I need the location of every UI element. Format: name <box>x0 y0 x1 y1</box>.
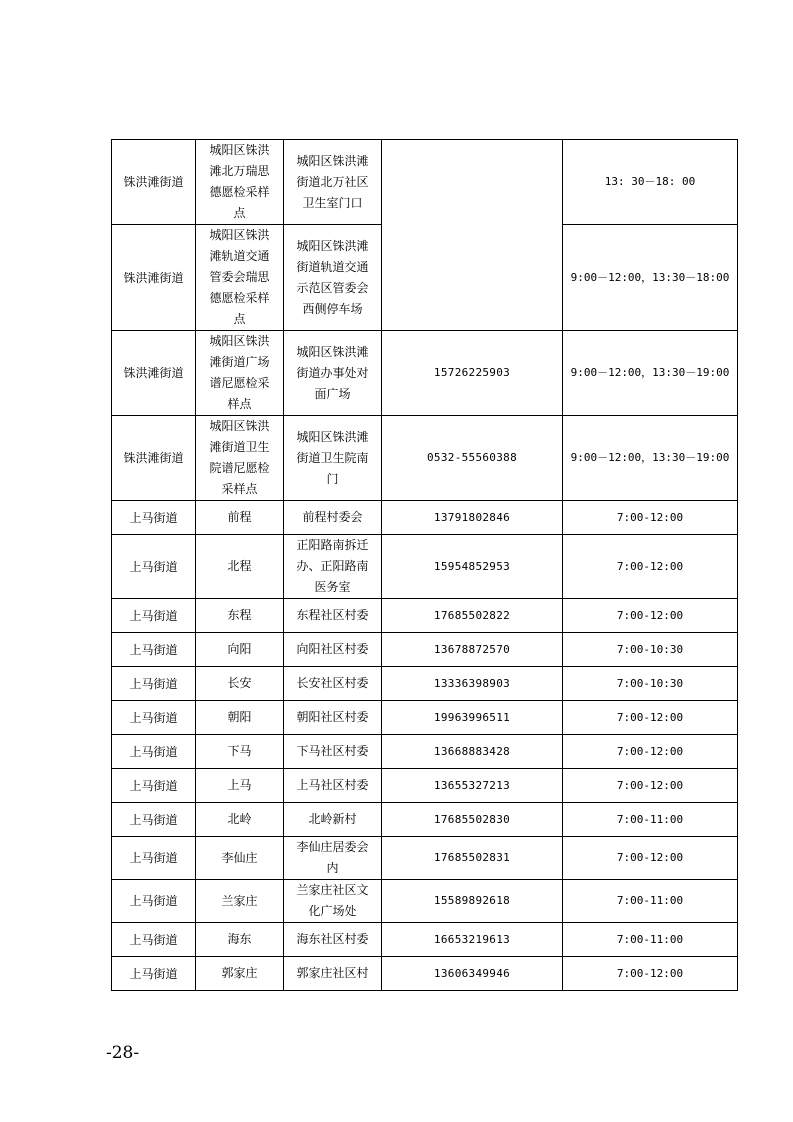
address-cell: 城阳区铢洪滩街道轨道交通示范区管委会西侧停车场 <box>284 225 382 331</box>
street-cell: 铢洪滩街道 <box>112 416 196 501</box>
address-cell: 上马社区村委 <box>284 769 382 803</box>
phone-cell: 17685502822 <box>382 599 563 633</box>
address-cell: 海东社区村委 <box>284 923 382 957</box>
table-row <box>112 923 738 957</box>
phone-cell: 13606349946 <box>382 957 563 991</box>
phone-cell: 15954852953 <box>382 535 563 599</box>
street-cell: 铢洪滩街道 <box>112 225 196 331</box>
table-row <box>112 701 738 735</box>
street-cell: 上马街道 <box>112 769 196 803</box>
street-cell: 上马街道 <box>112 667 196 701</box>
hours-cell: 7:00-11:00 <box>563 803 738 837</box>
site-cell: 朝阳 <box>196 701 284 735</box>
hours-cell: 9:00－12:00，13:30－18:00 <box>563 225 738 331</box>
site-cell: 城阳区铢洪滩北万瑞思德愿检采样点 <box>196 140 284 225</box>
hours-cell: 7:00-12:00 <box>563 701 738 735</box>
street-cell: 上马街道 <box>112 633 196 667</box>
table-row <box>112 501 738 535</box>
address-cell: 朝阳社区村委 <box>284 701 382 735</box>
street-cell: 上马街道 <box>112 803 196 837</box>
hours-cell: 9:00－12:00，13:30－19:00 <box>563 416 738 501</box>
hours-cell: 7:00-12:00 <box>563 837 738 880</box>
address-cell: 城阳区铢洪滩街道办事处对面广场 <box>284 331 382 416</box>
hours-cell: 7:00-10:30 <box>563 633 738 667</box>
hours-cell: 7:00-12:00 <box>563 957 738 991</box>
hours-cell: 7:00-11:00 <box>563 880 738 923</box>
site-cell: 向阳 <box>196 633 284 667</box>
street-cell: 铢洪滩街道 <box>112 331 196 416</box>
address-cell: 前程村委会 <box>284 501 382 535</box>
address-cell: 城阳区铢洪滩街道北万社区卫生室门口 <box>284 140 382 225</box>
phone-cell: 15726225903 <box>382 331 563 416</box>
phone-cell: 19963996511 <box>382 701 563 735</box>
street-cell: 上马街道 <box>112 701 196 735</box>
hours-cell: 7:00-12:00 <box>563 599 738 633</box>
phone-cell: 13668883428 <box>382 735 563 769</box>
table-row <box>112 667 738 701</box>
testing-sites-table <box>111 139 738 991</box>
street-cell: 上马街道 <box>112 501 196 535</box>
table-row <box>112 416 738 501</box>
site-cell: 李仙庄 <box>196 837 284 880</box>
phone-cell: 13678872570 <box>382 633 563 667</box>
street-cell: 上马街道 <box>112 535 196 599</box>
address-cell: 正阳路南拆迁办、正阳路南医务室 <box>284 535 382 599</box>
street-cell: 上马街道 <box>112 880 196 923</box>
phone-cell: 13791802846 <box>382 501 563 535</box>
street-cell: 上马街道 <box>112 735 196 769</box>
street-cell: 上马街道 <box>112 957 196 991</box>
site-cell: 北程 <box>196 535 284 599</box>
address-cell: 东程社区村委 <box>284 599 382 633</box>
site-cell: 海东 <box>196 923 284 957</box>
phone-cell: 17685502830 <box>382 803 563 837</box>
address-cell: 郭家庄社区村 <box>284 957 382 991</box>
table-row <box>112 633 738 667</box>
hours-cell: 7:00-12:00 <box>563 535 738 599</box>
site-cell: 兰家庄 <box>196 880 284 923</box>
phone-cell: 13655327213 <box>382 769 563 803</box>
hours-cell: 7:00-11:00 <box>563 923 738 957</box>
address-cell: 北岭新村 <box>284 803 382 837</box>
table-row <box>112 140 738 225</box>
hours-cell: 7:00-12:00 <box>563 501 738 535</box>
page-number: -28- <box>106 1043 140 1063</box>
table-row <box>112 837 738 880</box>
street-cell: 上马街道 <box>112 599 196 633</box>
address-cell: 城阳区铢洪滩街道卫生院南门 <box>284 416 382 501</box>
phone-cell: 0532-55560388 <box>382 416 563 501</box>
table-row <box>112 331 738 416</box>
site-cell: 城阳区铢洪滩街道卫生院谱尼愿检采样点 <box>196 416 284 501</box>
site-cell: 城阳区铢洪滩轨道交通管委会瑞思德愿检采样点 <box>196 225 284 331</box>
hours-cell: 9:00－12:00，13:30－19:00 <box>563 331 738 416</box>
phone-cell: 16653219613 <box>382 923 563 957</box>
site-cell: 上马 <box>196 769 284 803</box>
address-cell: 向阳社区村委 <box>284 633 382 667</box>
table-row <box>112 535 738 599</box>
site-cell: 下马 <box>196 735 284 769</box>
address-cell: 下马社区村委 <box>284 735 382 769</box>
site-cell: 城阳区铢洪滩街道广场谱尼愿检采样点 <box>196 331 284 416</box>
table-row <box>112 599 738 633</box>
address-cell: 长安社区村委 <box>284 667 382 701</box>
phone-cell: 17685502831 <box>382 837 563 880</box>
address-cell: 兰家庄社区文化广场处 <box>284 880 382 923</box>
site-cell: 长安 <box>196 667 284 701</box>
hours-cell: 7:00-12:00 <box>563 769 738 803</box>
phone-cell: 15589892618 <box>382 880 563 923</box>
site-cell: 北岭 <box>196 803 284 837</box>
table-row <box>112 957 738 991</box>
hours-cell: 13: 30－18: 00 <box>563 140 738 225</box>
street-cell: 上马街道 <box>112 923 196 957</box>
table-row <box>112 880 738 923</box>
site-cell: 东程 <box>196 599 284 633</box>
table-row <box>112 769 738 803</box>
table-row <box>112 735 738 769</box>
site-cell: 郭家庄 <box>196 957 284 991</box>
street-cell: 铢洪滩街道 <box>112 140 196 225</box>
table-row <box>112 803 738 837</box>
site-cell: 前程 <box>196 501 284 535</box>
street-cell: 上马街道 <box>112 837 196 880</box>
phone-cell: 13336398903 <box>382 667 563 701</box>
hours-cell: 7:00-10:30 <box>563 667 738 701</box>
address-cell: 李仙庄居委会内 <box>284 837 382 880</box>
hours-cell: 7:00-12:00 <box>563 735 738 769</box>
phone-cell <box>382 140 563 331</box>
